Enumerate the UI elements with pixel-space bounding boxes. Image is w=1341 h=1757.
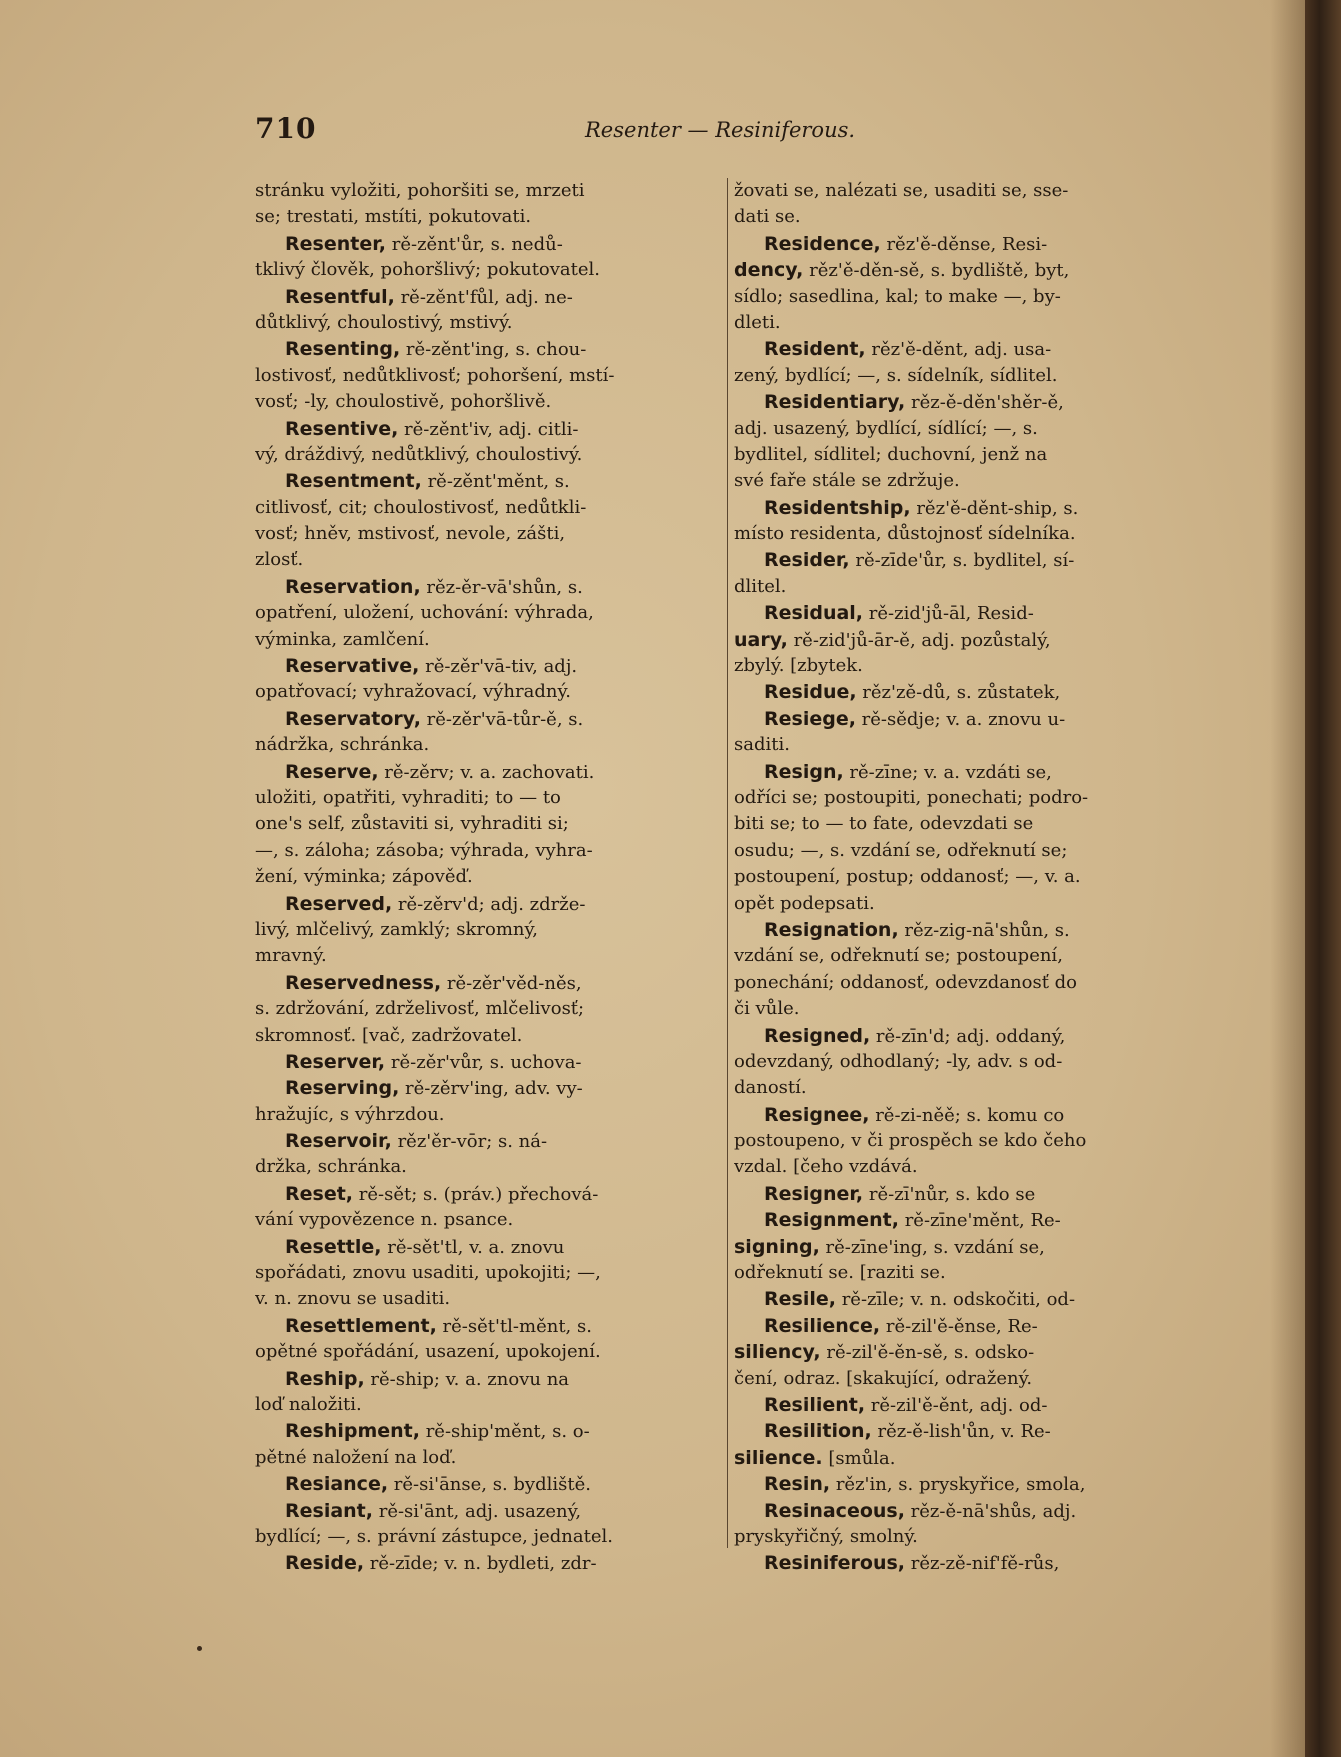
headword: Resigned, xyxy=(764,1024,871,1047)
text-line xyxy=(734,1366,1200,1392)
text-line xyxy=(734,574,1200,600)
definition-text: rě-zīde; v. n. bydleti, zdr- xyxy=(364,1553,597,1575)
headword: Resettle, xyxy=(285,1235,382,1258)
definition-text: opětné spořádání, usazení, upokojení. xyxy=(255,1341,601,1363)
text-line xyxy=(734,970,1200,996)
headword: Resignation, xyxy=(764,918,899,941)
definition-text: lostivosť, nedůtklivosť; pohoršení, mstí- xyxy=(255,364,615,386)
entry-line xyxy=(255,891,723,917)
text-line xyxy=(255,1260,723,1286)
headword: Reserving, xyxy=(285,1077,400,1100)
definition-text: odřeknutí se. [raziti se. xyxy=(734,1262,946,1284)
definition-text: rě-sět; s. (práv.) přechová- xyxy=(353,1183,599,1205)
entry-line xyxy=(255,1498,723,1524)
entry-line xyxy=(255,1418,723,1444)
headword: Resettlement, xyxy=(285,1314,437,1337)
definition-text: zený, bydlící; —, s. sídelník, sídlitel. xyxy=(734,364,1058,386)
text-line xyxy=(734,284,1200,310)
headword: Resilience, xyxy=(764,1314,881,1337)
text-line xyxy=(255,785,723,811)
definition-text: opatřovací; vyhražovací, výhradný. xyxy=(255,681,571,703)
entry-line xyxy=(255,1234,723,1260)
definition-text: sídlo; sasedlina, kal; to make —, by- xyxy=(734,285,1061,307)
definition-text: rě-zīn'd; adj. oddaný, xyxy=(870,1025,1066,1047)
definition-text: citlivosť, cit; choulostivosť, nedůtkli- xyxy=(255,496,587,518)
text-line xyxy=(255,838,723,864)
headword: siliency, xyxy=(734,1341,821,1364)
page-edge-shadow xyxy=(1270,0,1305,1757)
text-line xyxy=(255,943,723,969)
page-header xyxy=(255,112,1135,152)
entry-line xyxy=(734,679,1200,705)
headword: Resile, xyxy=(764,1288,836,1311)
headword: Resiege, xyxy=(764,707,856,730)
definition-text: důtklivý, choulostivý, mstivý. xyxy=(255,311,513,333)
text-line xyxy=(255,864,723,890)
entry-line xyxy=(734,1339,1200,1365)
definition-text: rě-si'ānt, adj. usazený, xyxy=(373,1500,582,1522)
headword: Residue, xyxy=(764,681,857,704)
definition-text: postoupení, postup; oddanosť; —, v. a. xyxy=(734,866,1081,888)
entry-line xyxy=(734,495,1200,521)
definition-text: rěz'ě-děnt, adj. usa- xyxy=(865,339,1052,361)
definition-text: vosť; -ly, choulostivě, pohoršlivě. xyxy=(255,391,552,413)
definition-text: místo residenta, důstojnosť sídelníka. xyxy=(734,523,1076,545)
left-column xyxy=(255,178,723,1577)
definition-text: spořádati, znovu usaditi, upokojiti; —, xyxy=(255,1262,601,1284)
definition-text: rěz'ě-děnt-ship, s. xyxy=(910,497,1079,519)
text-line xyxy=(734,416,1200,442)
headword: Reservatory, xyxy=(285,707,421,730)
definition-text: rě-zěr'vā-tůr-ě, s. xyxy=(420,708,584,730)
definition-text: rě-zī'nůr, s. kdo se xyxy=(863,1183,1036,1205)
entry-line xyxy=(734,627,1200,653)
definition-text: či vůle. xyxy=(734,998,800,1020)
entry-line xyxy=(255,1366,723,1392)
text-line xyxy=(734,178,1200,204)
definition-text: dleti. xyxy=(734,311,781,333)
entry-line xyxy=(734,1471,1200,1497)
definition-text: vosť; hněv, mstivosť, nevole, zášti, xyxy=(255,523,566,545)
definition-text: rěz'zě-dů, s. zůstatek, xyxy=(856,682,1061,704)
definition-text: rě-zīde'ůr, s. bydlitel, sí- xyxy=(849,550,1075,572)
headword: Resentful, xyxy=(285,285,395,308)
text-line xyxy=(734,521,1200,547)
text-line xyxy=(734,838,1200,864)
text-line xyxy=(255,1392,723,1418)
entry-line xyxy=(734,600,1200,626)
definition-text: rě-ship'měnt, s. o- xyxy=(419,1421,590,1443)
entry-line xyxy=(734,1498,1200,1524)
text-line xyxy=(255,679,723,705)
definition-text: rěz-ě-děn'shěr-ě, xyxy=(905,392,1064,414)
definition-text: skromnosť. [vač, zadržovatel. xyxy=(255,1024,523,1046)
definition-text: čení, odraz. [skakující, odražený. xyxy=(734,1367,1033,1389)
headword: Reside, xyxy=(285,1552,365,1575)
text-line xyxy=(734,1128,1200,1154)
entry-line xyxy=(255,1181,723,1207)
definition-text: rě-zěnt'ůr, s. nedů- xyxy=(386,233,563,255)
definition-text: vý, dráždivý, nedůtklivý, choulostivý. xyxy=(255,443,583,465)
definition-text: se; trestati, mstíti, pokutovati. xyxy=(255,206,532,228)
headword: Reservoir, xyxy=(285,1130,392,1153)
text-line xyxy=(734,1260,1200,1286)
definition-text: rě-zil'ě-ěnt, adj. od- xyxy=(865,1394,1048,1416)
headword: signing, xyxy=(734,1235,820,1258)
definition-text: zlosť. xyxy=(255,549,304,571)
entry-line xyxy=(734,1102,1200,1128)
entry-line xyxy=(734,547,1200,573)
text-line xyxy=(255,521,723,547)
headword: uary, xyxy=(734,628,788,651)
entry-line xyxy=(734,1286,1200,1312)
entry-line xyxy=(255,706,723,732)
column-divider xyxy=(727,178,728,1548)
text-line xyxy=(255,495,723,521)
definition-text: rěz'ěr-vōr; s. ná- xyxy=(391,1131,548,1153)
entry-line xyxy=(734,1023,1200,1049)
text-line xyxy=(734,732,1200,758)
headword: Resiniferous, xyxy=(764,1552,906,1575)
entry-line xyxy=(255,1049,723,1075)
definition-text: rě-zěnt'fůl, adj. ne- xyxy=(394,286,573,308)
definition-text: vzdání se, odřeknutí se; postoupení, xyxy=(734,945,1063,967)
definition-text: své faře stále se zdržuje. xyxy=(734,470,960,492)
headword: Resinaceous, xyxy=(764,1499,905,1522)
text-line xyxy=(734,1524,1200,1550)
definition-text: rě-sět'tl, v. a. znovu xyxy=(381,1236,565,1258)
definition-text: odříci se; postoupiti, ponechati; podro- xyxy=(734,786,1089,808)
definition-text: postoupeno, v či prospěch se kdo čeho xyxy=(734,1130,1087,1152)
entry-line xyxy=(734,336,1200,362)
definition-text: rěz'in, s. pryskyřice, smola, xyxy=(830,1474,1086,1496)
definition-text: rěz-ě-nā'shůs, adj. xyxy=(904,1500,1077,1522)
definition-text: biti se; to — to fate, odevzdati se xyxy=(734,813,1034,835)
definition-text: rě-zi-něě; s. komu co xyxy=(869,1104,1065,1126)
headword: Resilient, xyxy=(764,1393,866,1416)
definition-text: výminka, zamlčení. xyxy=(255,628,430,650)
entry-line xyxy=(734,231,1200,257)
entry-line xyxy=(734,1418,1200,1444)
definition-text: rě-zīne; v. a. vzdáti se, xyxy=(843,761,1052,783)
entry-line xyxy=(255,970,723,996)
headword: dency, xyxy=(734,259,804,282)
definition-text: opatření, uložení, uchování: výhrada, xyxy=(255,602,594,624)
definition-text: rě-zid'jů-ār-ě, adj. pozůstalý, xyxy=(787,629,1051,651)
headword: Reserved, xyxy=(285,892,393,915)
headword: Resignment, xyxy=(764,1209,899,1232)
entry-line xyxy=(255,1313,723,1339)
text-line xyxy=(255,996,723,1022)
entry-line xyxy=(734,1550,1200,1576)
text-line xyxy=(255,1286,723,1312)
text-line xyxy=(734,310,1200,336)
definition-text: rěz'ě-děn-sě, s. bydliště, byt, xyxy=(803,260,1070,282)
text-line xyxy=(255,1023,723,1049)
definition-text: rě-zěrv'ing, adv. vy- xyxy=(399,1078,583,1100)
definition-text: —, s. záloha; zásoba; výhrada, vyhra- xyxy=(255,839,593,861)
definition-text: rě-ship; v. a. znovu na xyxy=(364,1368,570,1390)
definition-text: rě-zěr'vā-tiv, adj. xyxy=(419,656,578,678)
running-head: Resenter — Resiniferous. xyxy=(585,118,856,142)
entry-line xyxy=(734,257,1200,283)
entry-line xyxy=(734,706,1200,732)
definition-text: rěz-zě-nif'fě-růs, xyxy=(905,1553,1060,1575)
definition-text: nádržka, schránka. xyxy=(255,734,430,756)
definition-text: rěz-ě-lish'ůn, v. Re- xyxy=(871,1421,1051,1443)
definition-text: adj. usazený, bydlící, sídlící; —, s. xyxy=(734,417,1038,439)
text-line xyxy=(734,1075,1200,1101)
entry-line xyxy=(734,1392,1200,1418)
definition-text: livý, mlčelivý, zamklý; skromný, xyxy=(255,918,539,940)
headword: silience. xyxy=(734,1446,823,1469)
headword: Resentment, xyxy=(285,470,422,493)
definition-text: rě-zěrv'd; adj. zdrže- xyxy=(392,893,586,915)
text-line xyxy=(255,1154,723,1180)
entry-line xyxy=(255,1075,723,1101)
definition-text: osudu; —, s. vzdání se, odřeknutí se; xyxy=(734,839,1068,861)
text-line xyxy=(734,891,1200,917)
definition-text: vzdal. [čeho vzdává. xyxy=(734,1156,918,1178)
entry-line xyxy=(734,1313,1200,1339)
definition-text: bydlící; —, s. právní zástupce, jednatel. xyxy=(255,1525,613,1547)
text-line xyxy=(734,442,1200,468)
definition-text: žovati se, nalézati se, usaditi se, sse- xyxy=(734,180,1069,201)
definition-text: rě-zīne'měnt, Re- xyxy=(898,1210,1061,1232)
headword: Reservation, xyxy=(285,575,421,598)
definition-text: rě-zid'jů-āl, Resid- xyxy=(863,603,1034,625)
headword: Resident, xyxy=(764,338,866,361)
definition-text: dati se. xyxy=(734,206,801,228)
headword: Residentship, xyxy=(764,496,911,519)
definition-text: rě-zěr'věd-něs, xyxy=(441,972,582,994)
text-line xyxy=(255,1207,723,1233)
definition-text: rě-zěnt'měnt, s. xyxy=(421,471,570,493)
definition-text: zbylý. [zbytek. xyxy=(734,655,863,677)
headword: Resiance, xyxy=(285,1473,389,1496)
definition-text: držka, schránka. xyxy=(255,1156,407,1178)
entry-line xyxy=(255,336,723,362)
definition-text: rě-zil'ě-ěn-sě, s. odsko- xyxy=(820,1342,1035,1364)
text-line xyxy=(255,1339,723,1365)
entry-line xyxy=(255,284,723,310)
headword: Resilition, xyxy=(764,1420,872,1443)
definition-text: rě-sět'tl-měnt, s. xyxy=(436,1315,592,1337)
headword: Residentiary, xyxy=(764,391,906,414)
definition-text: rě-sědje; v. a. znovu u- xyxy=(855,708,1066,730)
definition-text: saditi. xyxy=(734,734,790,756)
text-line xyxy=(255,732,723,758)
headword: Resentive, xyxy=(285,417,399,440)
book-binding-edge xyxy=(1305,0,1341,1757)
definition-text: opět podepsati. xyxy=(734,892,875,914)
entry-line xyxy=(255,574,723,600)
definition-text: rě-si'ānse, s. bydliště. xyxy=(388,1474,591,1496)
entry-line xyxy=(255,1128,723,1154)
text-line xyxy=(734,864,1200,890)
definition-text: stránku vyložiti, pohoršiti se, mrzeti xyxy=(255,180,585,201)
definition-text: rě-zěnt'iv, adj. citli- xyxy=(398,418,579,440)
definition-text: daností. xyxy=(734,1077,807,1099)
headword: Reship, xyxy=(285,1367,365,1390)
text-line xyxy=(255,1102,723,1128)
entry-line xyxy=(255,416,723,442)
entry-line xyxy=(255,231,723,257)
definition-text: vání vypovězence n. psance. xyxy=(255,1209,514,1231)
headword: Resigner, xyxy=(764,1182,864,1205)
text-line xyxy=(734,996,1200,1022)
page-number: 710 xyxy=(255,112,317,145)
definition-text: mravný. xyxy=(255,945,327,967)
entry-line xyxy=(734,1445,1200,1471)
definition-text: dlitel. xyxy=(734,575,787,597)
definition-text: v. n. znovu se usaditi. xyxy=(255,1288,451,1310)
definition-text: žení, výminka; zápověď. xyxy=(255,866,473,888)
text-line xyxy=(734,943,1200,969)
entry-line xyxy=(734,1181,1200,1207)
text-line xyxy=(734,363,1200,389)
entry-line xyxy=(255,468,723,494)
text-line xyxy=(255,547,723,573)
text-line xyxy=(255,600,723,626)
text-line xyxy=(734,653,1200,679)
definition-text: [smůla. xyxy=(822,1447,896,1469)
text-line xyxy=(255,1524,723,1550)
definition-text: loď naložiti. xyxy=(255,1393,362,1415)
entry-line xyxy=(255,653,723,679)
entry-line xyxy=(255,1550,723,1576)
entry-line xyxy=(734,1207,1200,1233)
definition-text: rě-zil'ě-ěnse, Re- xyxy=(880,1315,1038,1337)
text-line xyxy=(255,917,723,943)
headword: Resignee, xyxy=(764,1103,870,1126)
text-line xyxy=(255,363,723,389)
definition-text: rě-zīle; v. n. odskočiti, od- xyxy=(835,1289,1076,1311)
entry-line xyxy=(255,1471,723,1497)
entry-line xyxy=(734,759,1200,785)
definition-text: pryskyřičný, smolný. xyxy=(734,1525,918,1547)
definition-text: rě-zěr'vůr, s. uchova- xyxy=(385,1051,582,1073)
definition-text: rěz'ě-děnse, Resi- xyxy=(880,233,1048,255)
headword: Reserve, xyxy=(285,760,379,783)
definition-text: rěz-zig-nā'shůn, s. xyxy=(898,919,1070,941)
ink-speck xyxy=(197,1646,202,1651)
definition-text: hražujíc, s výhrzdou. xyxy=(255,1103,445,1125)
headword: Resign, xyxy=(764,760,844,783)
text-line xyxy=(734,204,1200,230)
headword: Reserver, xyxy=(285,1050,386,1073)
headword: Reservedness, xyxy=(285,971,442,994)
entry-line xyxy=(734,1234,1200,1260)
text-line xyxy=(255,257,723,283)
headword: Reservative, xyxy=(285,655,420,678)
definition-text: pětné naložení na loď. xyxy=(255,1446,457,1468)
definition-text: odevzdaný, odhodlaný; -ly, adv. s od- xyxy=(734,1050,1063,1072)
headword: Reshipment, xyxy=(285,1420,420,1443)
definition-text: rě-zěnt'ing, s. chou- xyxy=(400,339,587,361)
text-line xyxy=(255,310,723,336)
definition-text: rě-zīne'ing, s. vzdání se, xyxy=(819,1236,1045,1258)
definition-text: tklivý člověk, pohoršlivý; pokutovatel. xyxy=(255,259,601,281)
headword: Resenter, xyxy=(285,232,387,255)
headword: Resenting, xyxy=(285,338,401,361)
headword: Resiant, xyxy=(285,1499,373,1522)
definition-text: ponechání; oddanosť, odevzdanosť do xyxy=(734,971,1078,993)
text-line xyxy=(734,1049,1200,1075)
definition-text: s. zdržování, zdrželivosť, mlčelivosť; xyxy=(255,998,585,1020)
text-line xyxy=(255,442,723,468)
text-line xyxy=(734,811,1200,837)
text-line xyxy=(255,811,723,837)
definition-text: bydlitel, sídlitel; duchovní, jenž na xyxy=(734,443,1048,465)
headword: Reset, xyxy=(285,1182,354,1205)
text-line xyxy=(734,468,1200,494)
text-line xyxy=(734,1154,1200,1180)
headword: Residence, xyxy=(764,232,881,255)
text-line xyxy=(734,785,1200,811)
right-column xyxy=(734,178,1200,1577)
headword: Residual, xyxy=(764,602,864,625)
definition-text: rě-zěrv; v. a. zachovati. xyxy=(378,761,595,783)
text-line xyxy=(255,178,723,204)
headword: Resin, xyxy=(764,1473,831,1496)
text-line xyxy=(255,389,723,415)
definition-text: rěz-ěr-vā'shůn, s. xyxy=(420,576,583,598)
text-line xyxy=(255,627,723,653)
entry-line xyxy=(255,759,723,785)
definition-text: one's self, zůstaviti si, vyhraditi si; xyxy=(255,813,569,835)
entry-line xyxy=(734,917,1200,943)
text-line xyxy=(255,1445,723,1471)
definition-text: uložiti, opatřiti, vyhraditi; to — to xyxy=(255,786,561,808)
entry-line xyxy=(734,389,1200,415)
text-line xyxy=(255,204,723,230)
headword: Resider, xyxy=(764,549,850,572)
